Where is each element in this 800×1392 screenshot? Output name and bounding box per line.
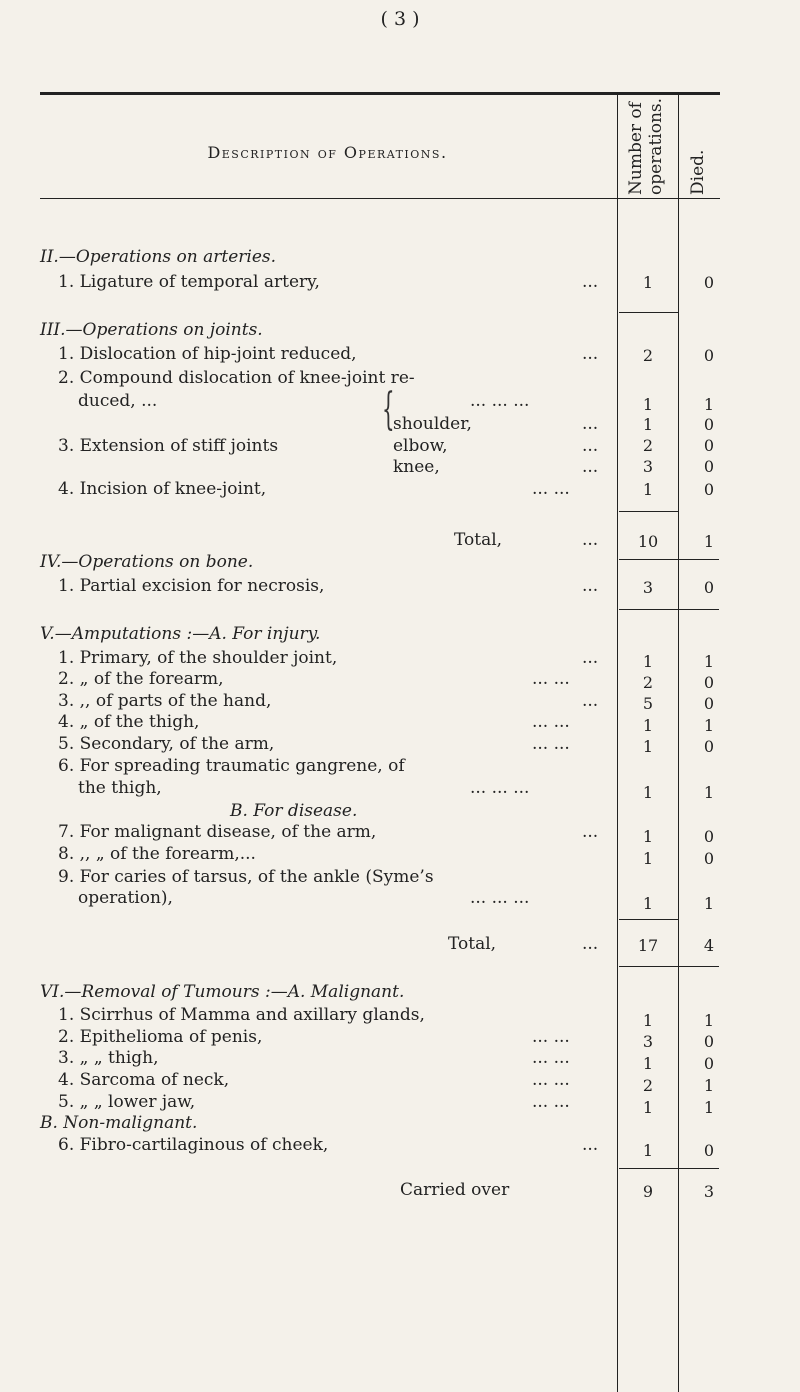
total-label: Total,	[448, 934, 497, 954]
row-died: 0	[703, 415, 715, 434]
row-died: 1	[703, 716, 715, 735]
section-3-title: III.—Operations on joints.	[40, 320, 263, 340]
row-dots: ... ...	[532, 1092, 570, 1112]
row-dots: ... ...	[532, 1070, 570, 1090]
row-died: 0	[703, 1141, 715, 1160]
row-dots: ... ... ...	[470, 778, 530, 798]
section-5-title: V.—Amputations :—A. For injury.	[40, 624, 321, 644]
column-divider-right	[678, 92, 679, 1392]
row-label: 6. Fibro-cartilaginous of cheek,	[58, 1135, 329, 1155]
row-died: 0	[703, 827, 715, 846]
row-count: 1	[642, 1011, 654, 1030]
subsection-b-title: B. For disease.	[230, 801, 358, 821]
section-rule	[619, 919, 679, 920]
header-number: Number of operations.	[626, 97, 666, 195]
row-label-continued: elbow,	[393, 436, 448, 456]
row-label: 8. ,, „ of the forearm,...	[58, 844, 256, 864]
row-count: 1	[642, 716, 654, 735]
row-label: 4. „ of the thigh,	[58, 712, 200, 732]
row-count: 2	[642, 436, 654, 455]
row-label-continued: duced, ...	[78, 391, 158, 411]
section-rule	[619, 609, 719, 610]
row-label: 4. Sarcoma of neck,	[58, 1070, 230, 1090]
row-dots: ... ... ...	[470, 391, 530, 411]
column-divider-left	[617, 92, 618, 1392]
carried-died: 3	[703, 1182, 715, 1201]
row-label: 5. Secondary, of the arm,	[58, 734, 275, 754]
row-label: 3. Extension of stiff joints	[58, 436, 279, 456]
row-label: 4. Incision of knee-joint,	[58, 479, 267, 499]
row-count: 1	[642, 783, 654, 802]
row-label: 1. Scirrhus of Mamma and axillary glands,	[58, 1005, 425, 1025]
row-label: 2. Compound dislocation of knee-joint re-	[58, 368, 415, 388]
row-count: 1	[642, 415, 654, 434]
total-dots: ...	[582, 934, 599, 954]
header-description: Description of Operations.	[207, 143, 448, 162]
section-rule	[619, 1168, 719, 1169]
subsection-b-title: B. Non-malignant.	[40, 1113, 198, 1133]
row-label: 1. Partial excision for necrosis,	[58, 576, 325, 596]
row-dots: ...	[582, 457, 599, 477]
row-count: 1	[642, 395, 654, 414]
row-label-continued: operation),	[78, 888, 173, 908]
row-died: 0	[703, 578, 715, 597]
row-label-continued: the thigh,	[78, 778, 162, 798]
row-died: 1	[703, 1098, 715, 1117]
row-dots: ... ...	[532, 1027, 570, 1047]
row-died: 0	[703, 480, 715, 499]
row-died: 1	[703, 652, 715, 671]
row-dots: ...	[582, 436, 599, 456]
row-died: 0	[703, 673, 715, 692]
row-label: 3. „ „ thigh,	[58, 1048, 159, 1068]
row-label: 9. For caries of tarsus, of the ankle (Syme’s	[58, 867, 434, 887]
row-label: knee,	[393, 457, 440, 477]
section-6-title: VI.—Removal of Tumours :—A. Malignant.	[40, 982, 405, 1002]
row-dots: ...	[582, 1135, 599, 1155]
row-died: 0	[703, 273, 715, 292]
row-label: shoulder,	[393, 414, 472, 434]
row-label: 5. „ „ lower jaw,	[58, 1092, 196, 1112]
row-count: 3	[642, 578, 654, 597]
row-label: 1. Dislocation of hip-joint reduced,	[58, 344, 357, 364]
row-died: 1	[703, 783, 715, 802]
row-label: 2. „ of the forearm,	[58, 669, 224, 689]
brace-symbol: {	[382, 384, 395, 435]
row-died: 0	[703, 849, 715, 868]
row-count: 1	[642, 480, 654, 499]
row-dots: ...	[582, 576, 599, 596]
total-died: 4	[703, 936, 715, 955]
row-dots: ... ...	[532, 1048, 570, 1068]
carried-over-label: Carried over	[400, 1180, 510, 1200]
row-died: 1	[703, 1011, 715, 1030]
row-dots: ... ...	[532, 479, 570, 499]
row-label: 2. Epithelioma of penis,	[58, 1027, 263, 1047]
total-label: Total,	[454, 530, 503, 550]
carried-count: 9	[642, 1182, 654, 1201]
row-count: 1	[642, 1141, 654, 1160]
section-4-title: IV.—Operations on bone.	[40, 552, 254, 572]
row-count: 1	[642, 827, 654, 846]
row-label: 6. For spreading traumatic gangrene, of	[58, 756, 405, 776]
row-died: 0	[703, 346, 715, 365]
section-rule	[619, 511, 679, 512]
row-count: 1	[642, 1054, 654, 1073]
row-dots: ...	[582, 822, 599, 842]
row-label: 1. Primary, of the shoulder joint,	[58, 648, 338, 668]
row-died: 0	[703, 694, 715, 713]
row-died: 0	[703, 457, 715, 476]
total-count: 10	[637, 532, 659, 551]
row-died: 1	[703, 894, 715, 913]
top-rule	[40, 92, 720, 95]
row-died: 1	[703, 1076, 715, 1095]
section-rule	[619, 559, 719, 560]
page-number: ( 3 )	[380, 8, 420, 30]
header-died: Died.	[688, 149, 708, 195]
row-died: 0	[703, 436, 715, 455]
row-died: 0	[703, 737, 715, 756]
total-count: 17	[637, 936, 659, 955]
row-count: 1	[642, 894, 654, 913]
row-died: 1	[703, 395, 715, 414]
row-died: 0	[703, 1032, 715, 1051]
row-count: 1	[642, 737, 654, 756]
row-dots: ... ... ...	[470, 888, 530, 908]
row-count: 3	[642, 1032, 654, 1051]
row-dots: ... ...	[532, 712, 570, 732]
header-underline	[40, 198, 720, 199]
row-dots: ...	[582, 272, 599, 292]
row-count: 5	[642, 694, 654, 713]
row-dots: ... ...	[532, 734, 570, 754]
row-count: 1	[642, 1098, 654, 1117]
row-label: 7. For malignant disease, of the arm,	[58, 822, 377, 842]
row-count: 2	[642, 1076, 654, 1095]
row-count: 3	[642, 457, 654, 476]
row-dots: ...	[582, 648, 599, 668]
row-label: 1. Ligature of temporal artery,	[58, 272, 320, 292]
section-rule	[619, 966, 719, 967]
row-count: 2	[642, 673, 654, 692]
row-dots: ...	[582, 691, 599, 711]
row-dots: ... ...	[532, 669, 570, 689]
section-2-title: II.—Operations on arteries.	[40, 247, 277, 267]
row-count: 1	[642, 652, 654, 671]
row-count: 1	[642, 849, 654, 868]
row-count: 2	[642, 346, 654, 365]
row-label: 3. ,, of parts of the hand,	[58, 691, 272, 711]
total-died: 1	[703, 532, 715, 551]
section-rule	[619, 312, 679, 313]
row-count: 1	[642, 273, 654, 292]
row-dots: ...	[582, 344, 599, 364]
total-dots: ...	[582, 530, 599, 550]
row-dots: ...	[582, 414, 599, 434]
row-died: 0	[703, 1054, 715, 1073]
